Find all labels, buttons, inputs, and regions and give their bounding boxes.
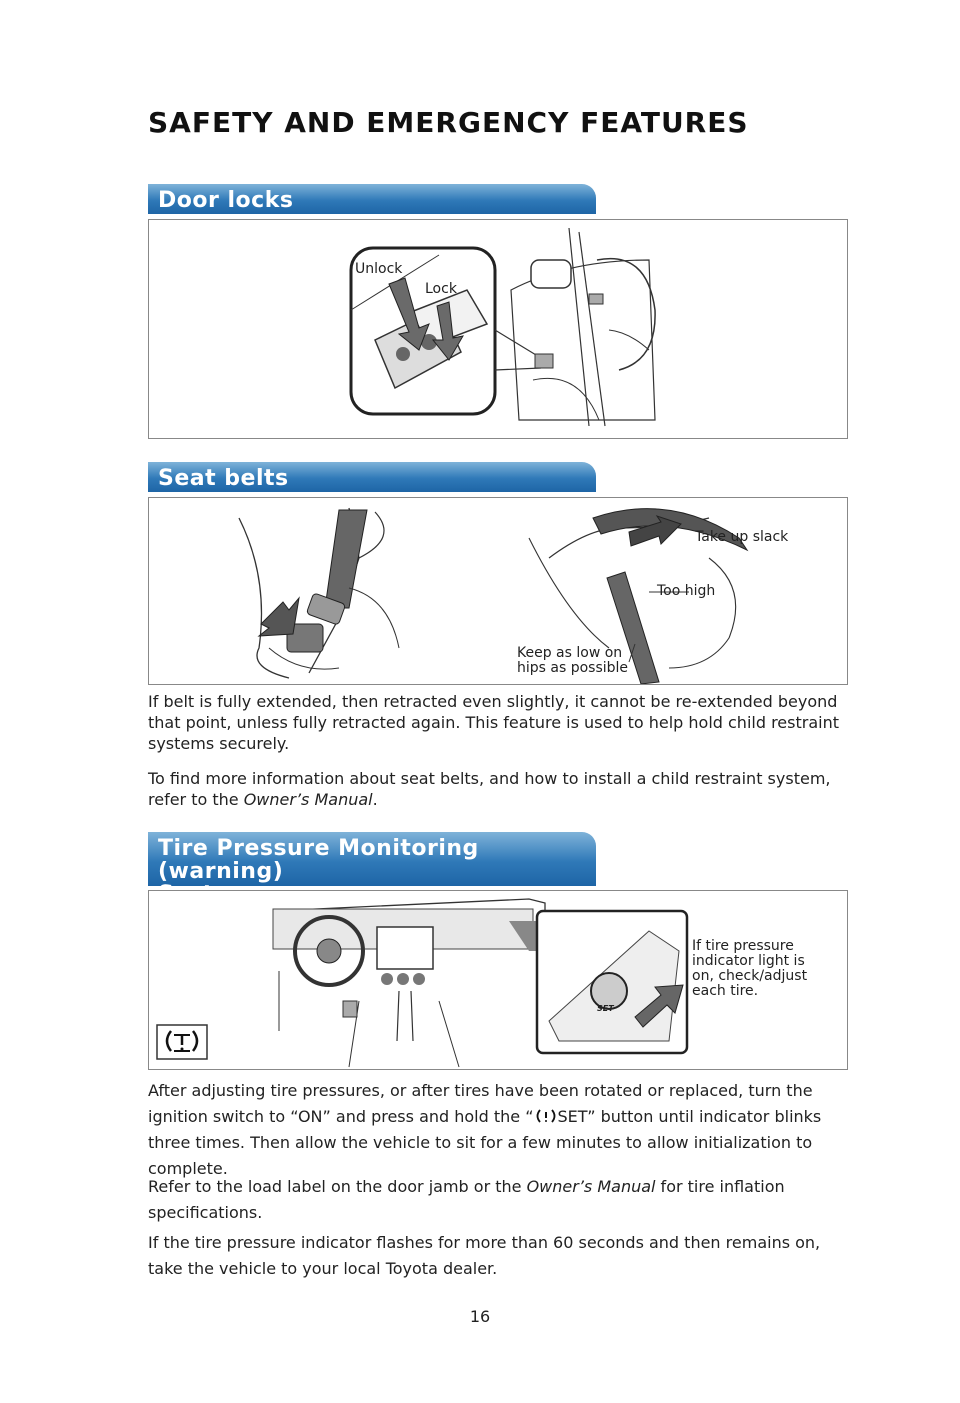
keep-low-label-line1: Keep as low on [517, 645, 623, 661]
tpms-paragraph-1-end: SET” button until indicator blinks three times. Then allow the vehicle to sit for a few minutes to allow initialization to complete. [148, 1107, 822, 1178]
take-up-slack-label: Take up slack [695, 529, 789, 545]
tpms-paragraph-3: If the tire pressure indicator flashes for more than 60 seconds and then remains on, take the vehicle to your local Toyota dealer. [148, 1233, 821, 1278]
seat-belt-paragraph-2-text: To find more information about seat belts, and how to install a child restraint system, refer to the [148, 769, 831, 809]
seat-belt-paragraph-2-end: . [372, 790, 378, 809]
tpms-heading-line1: Tire Pressure Monitoring (warning) [158, 836, 479, 884]
page-number: 16 [469, 1307, 491, 1326]
seat-belt-paragraph-2 [148, 768, 848, 810]
owners-manual-reference: Owner’s Manual [243, 790, 373, 809]
tpms-figure [148, 890, 848, 1070]
tpms-paragraph-2-text: Refer to the load label on the door jamb or the [148, 1177, 527, 1196]
keep-low-label-line2: hips as possible [517, 660, 629, 676]
keep-low-label [517, 646, 628, 676]
too-high-label: Too high [657, 583, 716, 599]
tpms-paragraph-1-text: After adjusting tire pressures, or after tires have been rotated or replaced, turn the ignition switch to “ON” and press and hold the “ [148, 1081, 813, 1126]
set-button-label: SET [597, 1004, 614, 1013]
tpms-figure-note: If tire pressure indicator light is on, check/adjust each tire. [692, 938, 808, 999]
door-locks-heading: Door locks [148, 184, 596, 214]
unlock-label: Unlock [355, 261, 403, 277]
lock-label: Lock [425, 281, 457, 297]
tpms-paragraph-1 [148, 1078, 848, 1182]
tpms-inline-icon [534, 1108, 558, 1124]
seat-belt-buckle-illustration [149, 498, 847, 684]
owners-manual-reference-2: Owner’s Manual [526, 1177, 656, 1196]
tpms-warning-icon [157, 1025, 207, 1059]
tpms-heading [148, 832, 596, 886]
page-title: SAFETY AND EMERGENCY FEATURES [148, 106, 749, 139]
seat-belts-figure [148, 497, 848, 685]
door-locks-figure [148, 219, 848, 439]
door-lock-illustration [149, 220, 847, 438]
tpms-paragraph-2-end: for tire inflation specifications. [148, 1177, 785, 1222]
tpms-paragraph-2 [148, 1174, 848, 1226]
seat-belt-paragraph-1: If belt is fully extended, then retracted even slightly, it cannot be re-extended beyond that point, unless fully retracted again. This feature is used to help hold child restraint systems securely. [148, 692, 839, 753]
seat-belts-heading: Seat belts [148, 462, 596, 492]
